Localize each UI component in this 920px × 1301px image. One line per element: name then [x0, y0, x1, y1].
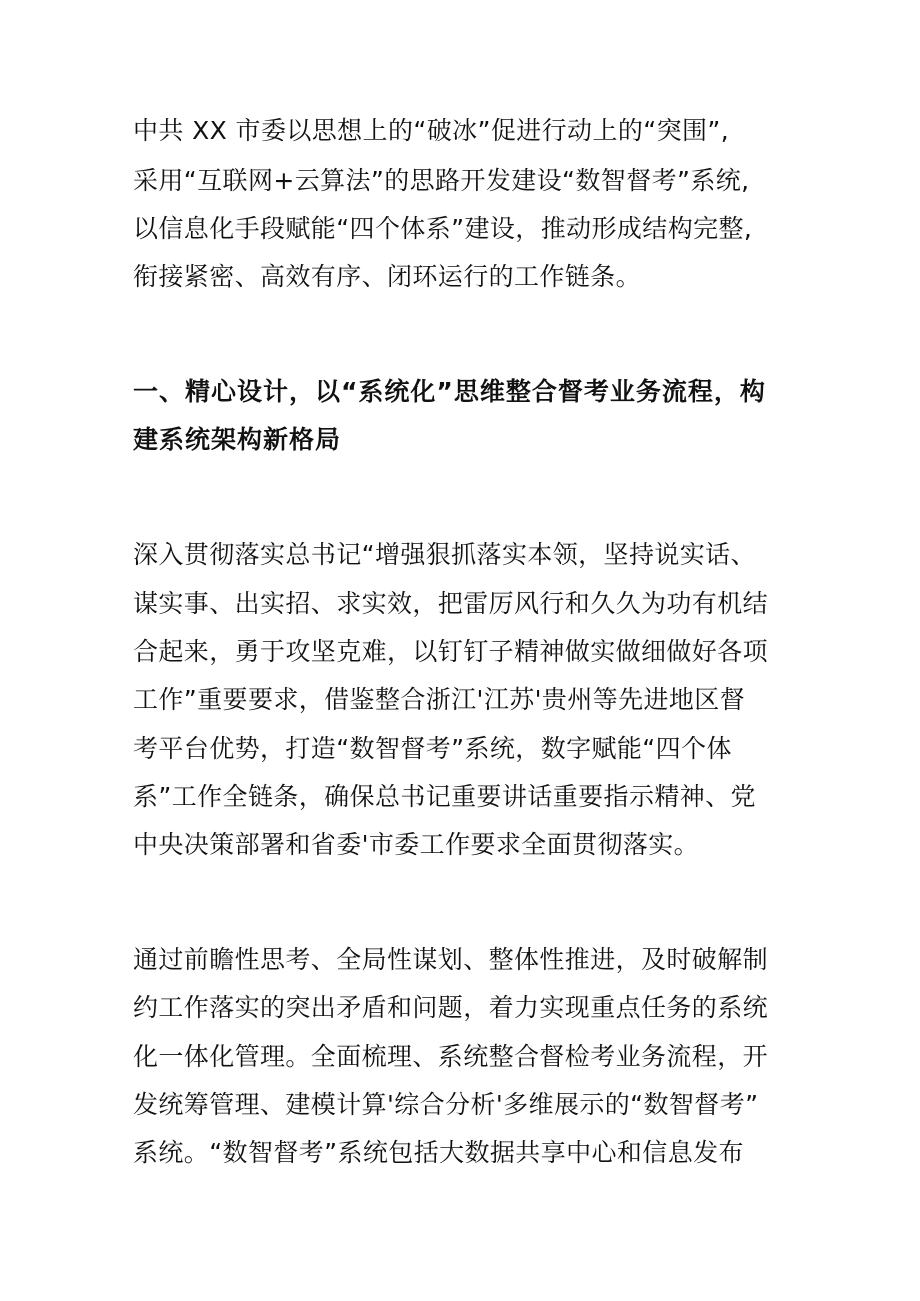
paragraph-line: 采用“互联网+云算法”的思路开发建设“数智督考”系统, [133, 166, 750, 195]
paragraph-line: 系”工作全链条，确保总书记重要讲话重要指示精神、党 [133, 782, 756, 811]
heading-line: 一、精心设计，以“系统化”思维整合督考业务流程，构 [133, 377, 766, 406]
paragraph-line: 衔接紧密、高效有序、闭环运行的工作链条。 [133, 262, 642, 291]
paragraph-line: 考平台优势，打造“数智督考”系统，数字赋能“四个体 [133, 734, 732, 763]
paragraph-line: 中央决策部署和省委'市委工作要求全面贯彻落实。 [133, 830, 700, 859]
paragraph-line: 中共 XX 市委以思想上的“破冰”促进行动上的“突围”, [133, 116, 730, 145]
paragraph-line: 深入贯彻落实总书记“增强狠抓落实本领，坚持说实话、 [133, 540, 756, 569]
paragraph-line: 合起来，勇于攻坚克难，以钉钉子精神做实做细做好各项 [133, 637, 769, 666]
heading-line: 建系统架构新格局 [133, 425, 342, 454]
paragraph-line: 系统。“数智督考”系统包括大数据共享中心和信息发布 [133, 1138, 744, 1167]
paragraph-line: 工作”重要要求，借鉴整合浙江'江苏'贵州等先进地区督 [133, 685, 746, 714]
paragraph-line: 通过前瞻性思考、全局性谋划、整体性推进，及时破解制 [133, 945, 769, 974]
paragraph-line: 约工作落实的突出矛盾和问题，着力实现重点任务的系统 [133, 993, 769, 1022]
paragraph-line: 化一体化管理。全面梳理、系统整合督检考业务流程，开 [133, 1042, 769, 1071]
paragraph-line: 发统筹管理、建模计算'综合分析'多维展示的“数智督考” [133, 1090, 759, 1119]
paragraph-line: 以信息化手段赋能“四个体系”建设，推动形成结构完整, [133, 214, 753, 243]
paragraph-line: 谋实事、出实招、求实效，把雷厉风行和久久为功有机结 [133, 589, 769, 618]
